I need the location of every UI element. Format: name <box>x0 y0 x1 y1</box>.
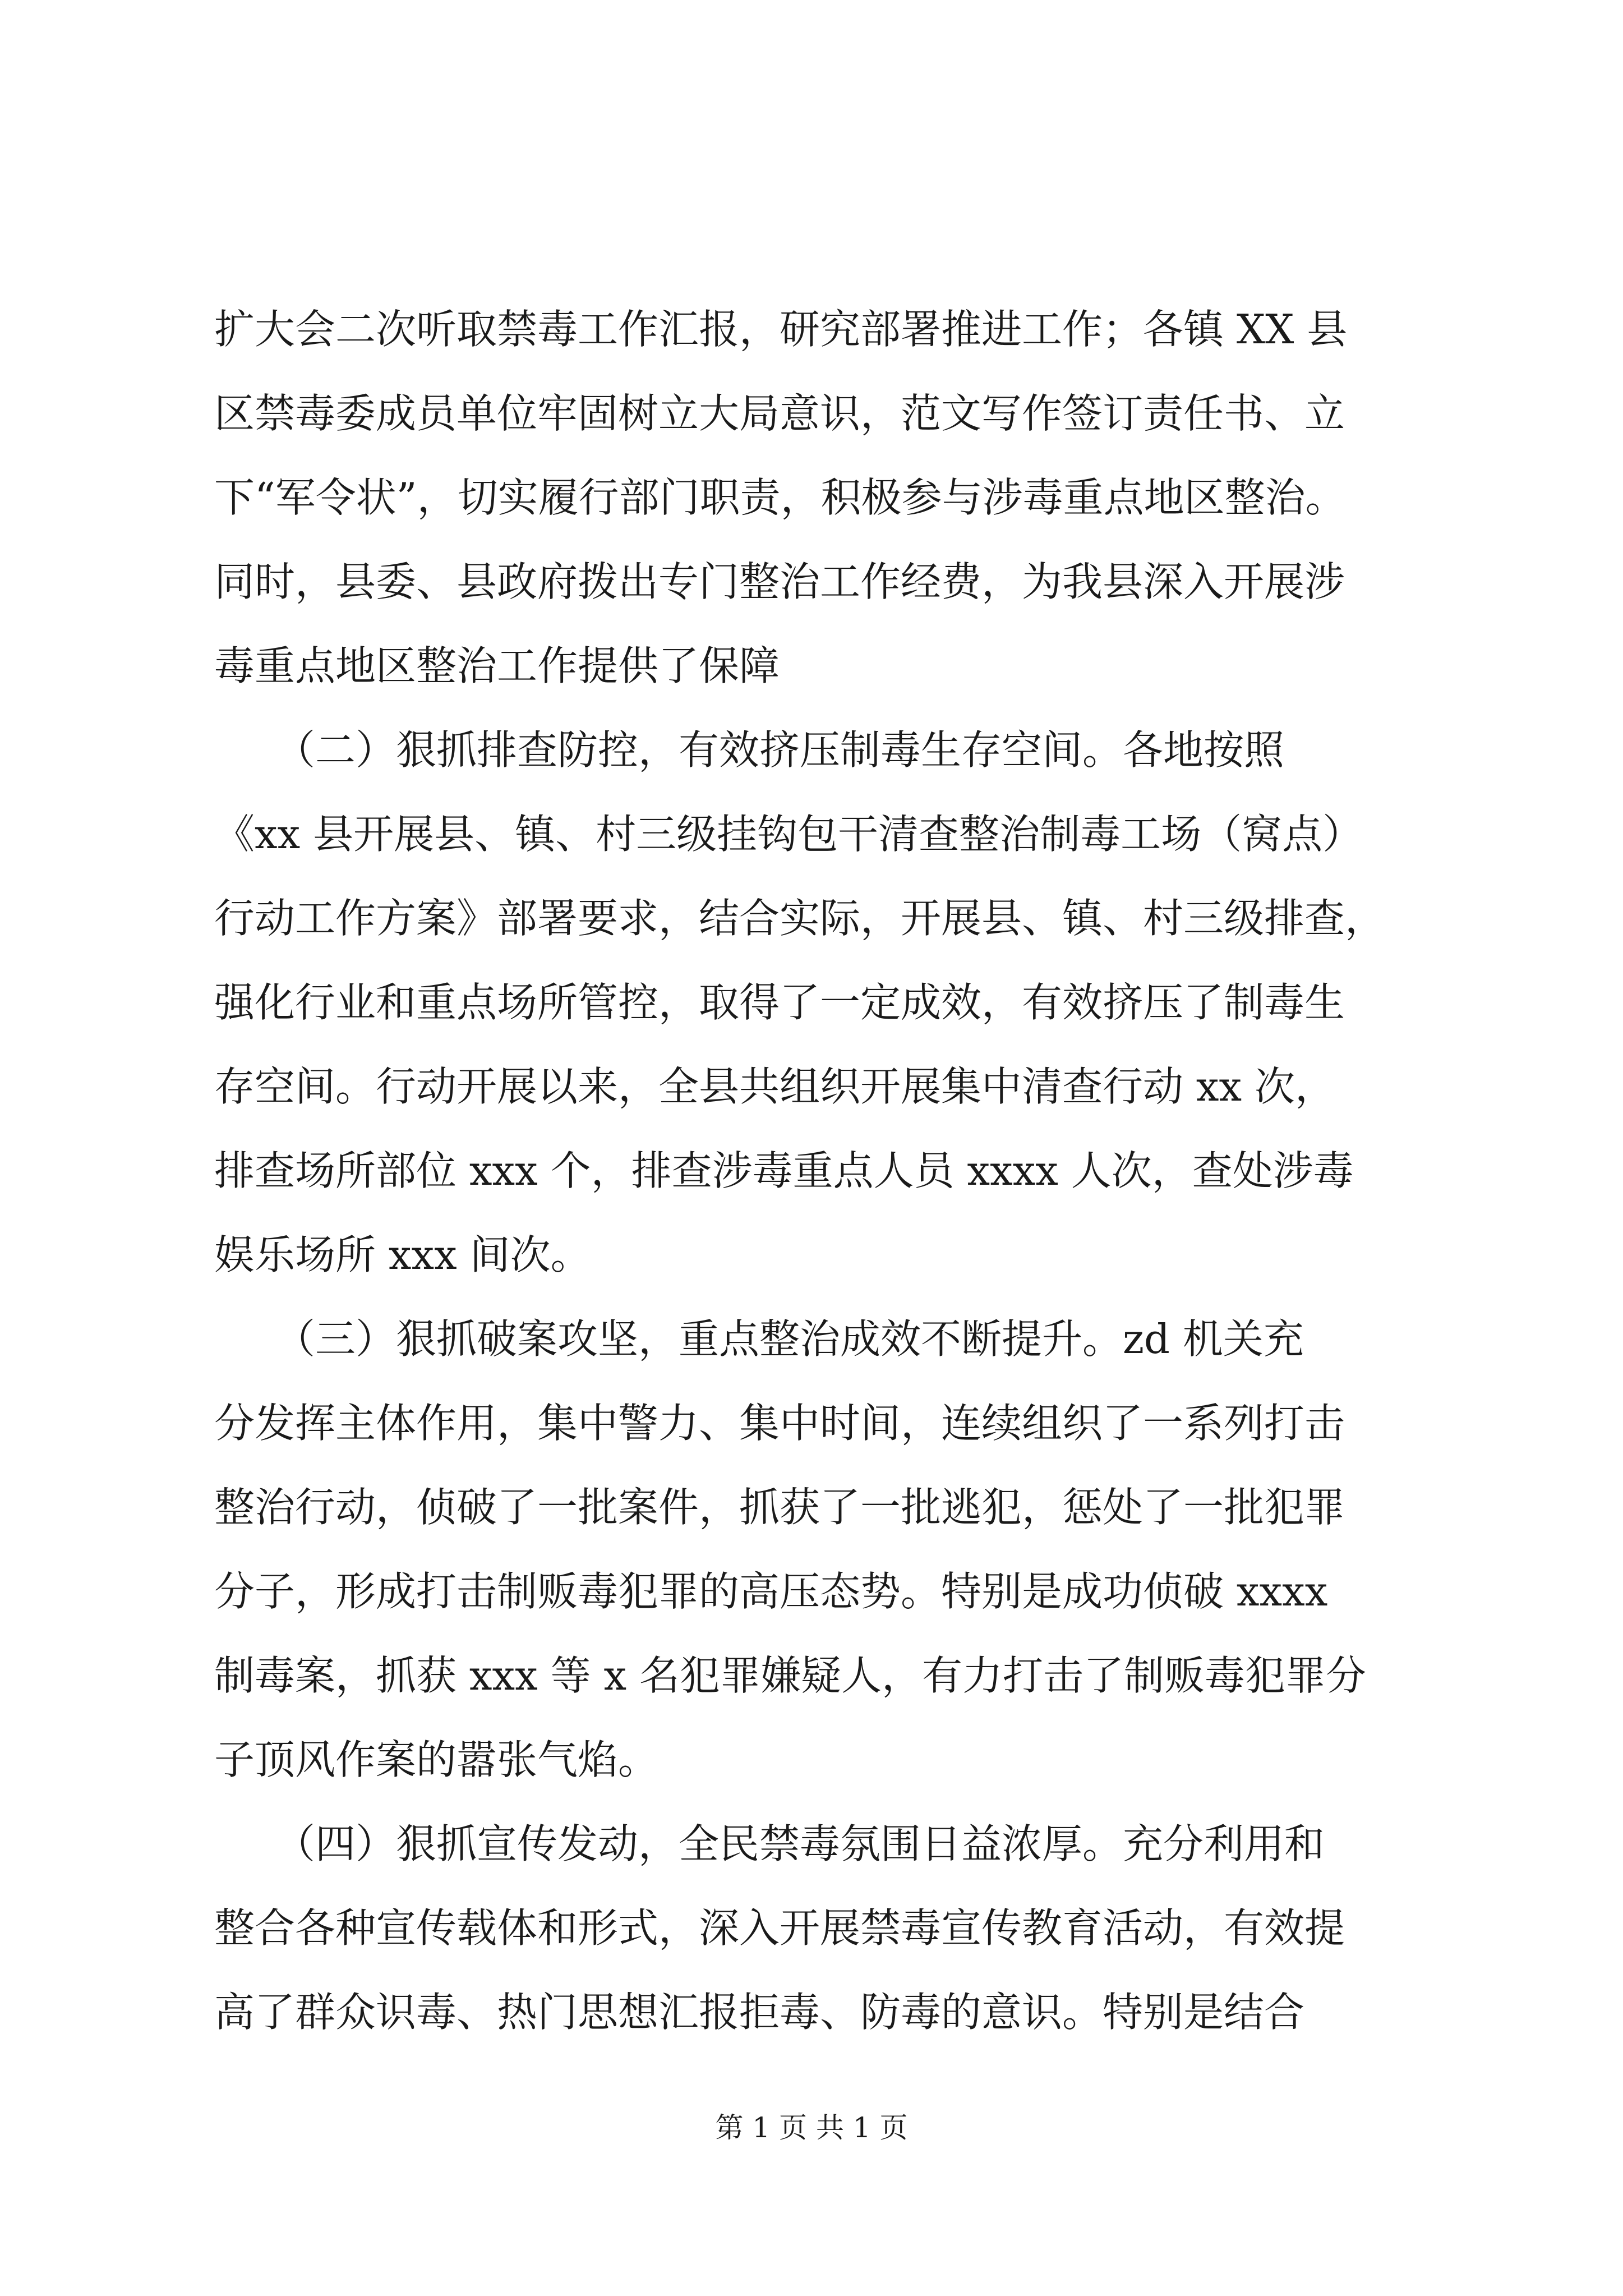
text-line: 排查场所部位 xxx 个，排查涉毒重点人员 xxxx 人次，查处涉毒 <box>214 1147 1354 1194</box>
text-line: 分子，形成打击制贩毒犯罪的高压态势。特别是成功侦破 xxxx <box>214 1568 1328 1615</box>
paragraph-heading-3: （三）狠抓破案攻坚，重点整治成效不断提升。zd 机关充 <box>214 1315 1304 1363</box>
text-line: 分发挥主体作用，集中警力、集中时间，连续组织了一系列打击 <box>214 1400 1345 1447</box>
text-line: 子顶风作案的嚣张气焰。 <box>214 1736 659 1783</box>
text-line: 扩大会二次听取禁毒工作汇报，研究部署推进工作；各镇 XX 县 <box>214 306 1348 353</box>
text-line: 制毒案，抓获 xxx 等 x 名犯罪嫌疑人，有力打击了制贩毒犯罪分 <box>214 1652 1366 1699</box>
text-line: 整治行动，侦破了一批案件，抓获了一批逃犯，惩处了一批犯罪 <box>214 1484 1345 1531</box>
document-body <box>214 287 1427 2054</box>
text-line: 整合各种宣传载体和形式，深入开展禁毒宣传教育活动，有效提 <box>214 1904 1345 1952</box>
text-line: 强化行业和重点场所管控，取得了一定成效，有效挤压了制毒生 <box>214 979 1345 1026</box>
text-line: 毒重点地区整治工作提供了保障 <box>214 642 780 689</box>
page-number-label: 第 1 页 共 1 页 <box>715 2111 908 2144</box>
text-line: 高了群众识毒、热门思想汇报拒毒、防毒的意识。特别是结合 <box>214 1989 1305 2036</box>
text-line: 区禁毒委成员单位牢固树立大局意识，范文写作签订责任书、立 <box>214 390 1345 437</box>
text-line: 下“军令状”，切实履行部门职责，积极参与涉毒重点地区整治。 <box>214 474 1346 521</box>
page-footer <box>0 2108 1623 2147</box>
text-line: 行动工作方案》部署要求，结合实际，开展县、镇、村三级排查， <box>214 895 1386 942</box>
text-line: 《xx 县开展县、镇、村三级挂钩包干清查整治制毒工场（窝点） <box>214 811 1363 858</box>
text-line: 同时，县委、县政府拨出专门整治工作经费，为我县深入开展涉 <box>214 558 1345 605</box>
text-line: 娱乐场所 xxx 间次。 <box>214 1231 591 1278</box>
paragraph-heading-2: （二）狠抓排查防控，有效挤压制毒生存空间。各地按照 <box>214 726 1285 774</box>
paragraph-heading-4: （四）狠抓宣传发动，全民禁毒氛围日益浓厚。充分利用和 <box>214 1820 1325 1867</box>
text-line: 存空间。行动开展以来，全县共组织开展集中清查行动 xx 次， <box>214 1063 1335 1110</box>
